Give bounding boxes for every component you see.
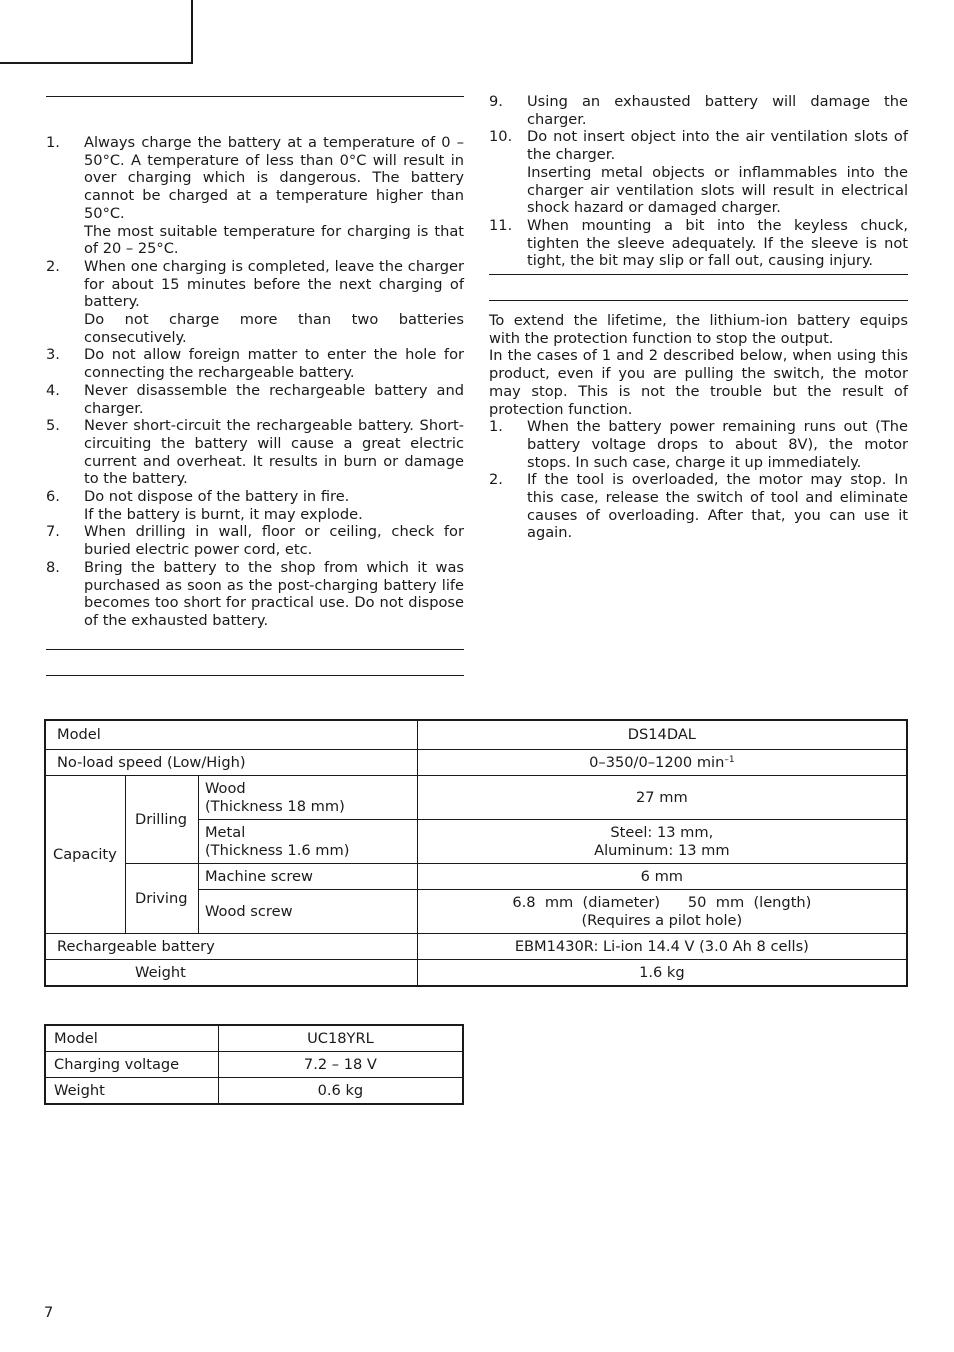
item-text: Inserting metal objects or inflammables into the charger air ventilation slots will result in electrical shock hazard or damaged charger. xyxy=(527,163,908,217)
heading-rule xyxy=(46,96,464,97)
wood-screw-label: Wood screw xyxy=(198,890,417,934)
list-item xyxy=(489,93,908,128)
speed-value: 0–350/0–1200 $\min^{-1}$ xyxy=(417,750,906,776)
item-number: 2. xyxy=(489,471,503,489)
wood-screw-value: 6.8 mm (diameter) 50 mm (length) (Requires a pilot hole) xyxy=(417,890,906,934)
item-text: When one charging is completed, leave the charger for about 15 minutes before the next charging of battery. xyxy=(84,257,464,311)
item-text: If the battery is burnt, it may explode. xyxy=(84,505,363,523)
item-number: 2. xyxy=(46,257,60,275)
protection-section xyxy=(489,312,908,542)
battery-label: Rechargeable battery xyxy=(46,934,418,960)
table-row xyxy=(46,1026,463,1052)
item-number: 10. xyxy=(489,128,513,146)
list-item xyxy=(46,258,464,347)
speed-label: No-load speed (Low/High) xyxy=(46,750,418,776)
charging-voltage-value: 7.2 – 18 V xyxy=(218,1052,462,1078)
precautions-list-left xyxy=(46,134,464,630)
list-item xyxy=(46,523,464,558)
protection-intro: To extend the lifetime, the lithium-ion battery equips with the protection function to stop the output. xyxy=(489,312,908,347)
item-text: Never short-circuit the rechargeable battery. Short-circuiting the battery will cause a great electric current and overheat. It results in burn or damage to the battery. xyxy=(84,417,464,488)
capacity-label: Capacity xyxy=(46,776,126,934)
list-item xyxy=(489,418,908,471)
table-row xyxy=(46,934,907,960)
list-item xyxy=(489,471,908,542)
battery-value: EBM1430R: Li-ion 14.4 V (3.0 Ah 8 cells) xyxy=(417,934,906,960)
table-row xyxy=(46,776,907,820)
drilling-label: Drilling xyxy=(125,776,198,864)
charger-weight-label: Weight xyxy=(46,1078,219,1104)
list-item xyxy=(489,217,908,270)
item-text: If the tool is overloaded, the motor may stop. In this case, release the switch of tool and eliminate causes of overloading. After that, you can use it again. xyxy=(527,471,908,542)
list-item xyxy=(46,488,464,523)
machine-screw-value: 6 mm xyxy=(417,864,906,890)
item-number: 4. xyxy=(46,381,60,399)
item-text: Using an exhausted battery will damage the charger. xyxy=(527,93,908,128)
item-text: When the battery power remaining runs out (The battery voltage drops to about 8V), the motor stops. In such case, charge it up immediately. xyxy=(527,418,908,471)
item-text: Do not allow foreign matter to enter the hole for connecting the rechargeable battery. xyxy=(84,346,464,382)
driving-label: Driving xyxy=(125,864,198,934)
page-number: 7 xyxy=(44,1304,54,1321)
heading-rule xyxy=(489,300,908,301)
table-row xyxy=(46,721,907,750)
table-row xyxy=(46,864,907,890)
list-item xyxy=(489,128,908,217)
tool-specifications-table xyxy=(45,720,907,986)
weight-value: 1.6 kg xyxy=(417,960,906,986)
item-number: 1. xyxy=(46,134,60,151)
item-number: 9. xyxy=(489,93,503,110)
list-item xyxy=(46,382,464,417)
charger-specifications-table xyxy=(45,1025,463,1104)
table-row xyxy=(46,1078,463,1104)
item-text: When drilling in wall, floor or ceiling, check for buried electric power cord, etc. xyxy=(84,523,464,559)
item-text: Never disassemble the rechargeable battery and charger. xyxy=(84,381,464,417)
charger-weight-value: 0.6 kg xyxy=(218,1078,462,1104)
item-text: Always charge the battery at a temperature of 0 – 50°C. A temperature of less than 0°C will result in over charging which is dangerous. The battery cannot be charged at a temperature higher than 50°C. xyxy=(84,134,464,222)
item-number: 11. xyxy=(489,216,513,234)
precautions-list-right xyxy=(489,93,908,270)
item-text: Do not insert object into the air ventilation slots of the charger. xyxy=(527,128,908,164)
charger-model-value: UC18YRL xyxy=(218,1026,462,1052)
heading-rule xyxy=(46,675,464,676)
metal-value: Steel: 13 mm, Aluminum: 13 mm xyxy=(417,820,906,864)
wood-value: 27 mm xyxy=(417,776,906,820)
item-text: Bring the battery to the shop from which it was purchased as soon as the post-charging battery life becomes too short for practical use. Do not dispose of the exhausted battery. xyxy=(84,558,464,629)
wood-label: Wood (Thickness 18 mm) xyxy=(198,776,417,820)
language-tab-box xyxy=(0,0,193,64)
protection-intro: In the cases of 1 and 2 described below, when using this product, even if you are pulling the switch, the motor may stop. This is not the trouble but the result of protection function. xyxy=(489,347,908,418)
weight-label: Weight xyxy=(46,960,418,986)
item-number: 5. xyxy=(46,417,60,435)
item-text: Do not dispose of the battery in fire. xyxy=(84,488,350,506)
model-value: DS14DAL xyxy=(417,721,906,750)
item-number: 1. xyxy=(489,418,503,436)
machine-screw-label: Machine screw xyxy=(198,864,417,890)
item-number: 7. xyxy=(46,523,60,541)
item-text: When mounting a bit into the keyless chuck, tighten the sleeve adequately. If the sleeve is not tight, the bit may slip or fall out, causing injury. xyxy=(527,216,908,270)
item-number: 8. xyxy=(46,558,60,576)
item-text: The most suitable temperature for charging is that of 20 – 25°C. xyxy=(84,222,464,258)
list-item xyxy=(46,346,464,381)
item-text: Do not charge more than two batteries consecutively. xyxy=(84,311,464,346)
table-row xyxy=(46,750,907,776)
table-row xyxy=(46,1052,463,1078)
heading-rule xyxy=(46,649,464,650)
heading-rule xyxy=(489,274,908,275)
table-row xyxy=(46,960,907,986)
metal-label: Metal (Thickness 1.6 mm) xyxy=(198,820,417,864)
list-item xyxy=(46,417,464,488)
charger-model-label: Model xyxy=(46,1026,219,1052)
item-number: 6. xyxy=(46,488,60,506)
list-item xyxy=(46,134,464,258)
charging-voltage-label: Charging voltage xyxy=(46,1052,219,1078)
model-label: Model xyxy=(46,721,418,750)
list-item xyxy=(46,559,464,630)
item-number: 3. xyxy=(46,346,60,364)
